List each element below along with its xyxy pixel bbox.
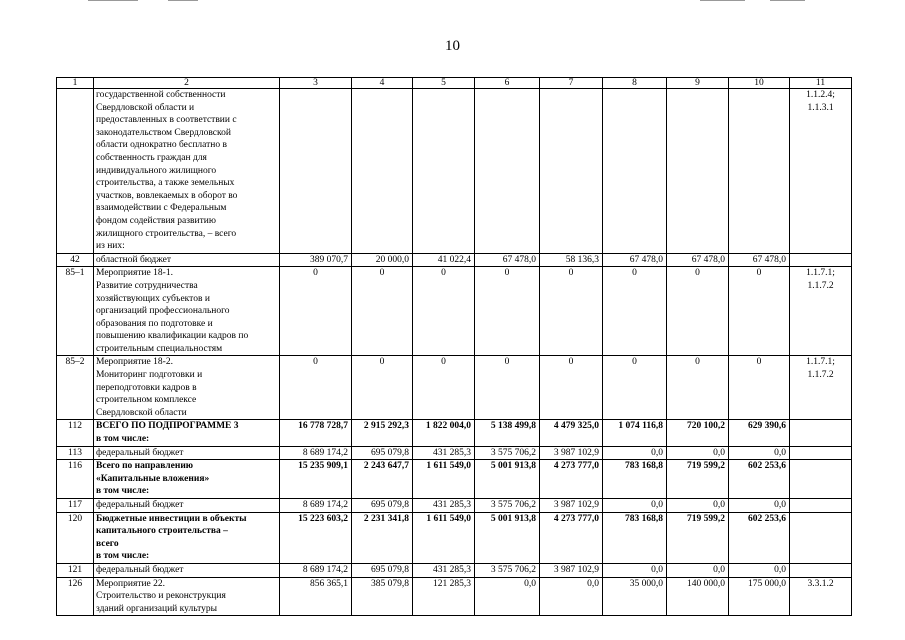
amount-cell: 0,0 bbox=[729, 499, 790, 513]
amount-cell: 8 689 174,2 bbox=[280, 563, 352, 577]
description-line: государственной собственности bbox=[96, 90, 226, 100]
amount-cell: 1 611 549,0 bbox=[413, 512, 475, 563]
target-indicator-line: 1.1.3.1 bbox=[807, 102, 834, 113]
description-line: образования по подготовке и bbox=[96, 318, 213, 329]
target-indicator-cell bbox=[790, 577, 852, 616]
amount-cell: 67 478,0 bbox=[729, 253, 790, 267]
description-line: в том числе: bbox=[96, 551, 150, 562]
column-number-cell: 9 bbox=[667, 78, 729, 89]
column-number-cell: 1 bbox=[57, 78, 94, 89]
amount-cell: 0,0 bbox=[667, 563, 729, 577]
description-cell bbox=[94, 253, 280, 267]
amount-cell: 719 599,2 bbox=[667, 460, 729, 499]
amount-cell: 0,0 bbox=[667, 446, 729, 460]
scan-edge-line bbox=[770, 0, 805, 1]
amount-cell: 35 000,0 bbox=[603, 577, 667, 616]
target-indicator-cell bbox=[790, 356, 852, 420]
row-number-cell: 116 bbox=[57, 460, 94, 499]
amount-cell: 0 bbox=[729, 267, 790, 356]
amount-cell: 67 478,0 bbox=[603, 253, 667, 267]
description-line: участков, вовлекаемых в оборот во bbox=[96, 190, 238, 201]
amount-cell: 41 022,4 bbox=[413, 253, 475, 267]
table-row bbox=[57, 512, 852, 563]
scan-edge-line bbox=[168, 0, 198, 1]
amount-cell: 67 478,0 bbox=[667, 253, 729, 267]
column-number-cell: 7 bbox=[540, 78, 603, 89]
description-line: Строительство и реконструкция bbox=[96, 591, 226, 602]
amount-cell: 695 079,8 bbox=[352, 563, 413, 577]
row-number-cell: 121 bbox=[57, 563, 94, 577]
amount-cell: 121 285,3 bbox=[413, 577, 475, 616]
description-line: Мероприятие 18-1. bbox=[96, 268, 173, 279]
description-line: Развитие сотрудничества bbox=[96, 280, 198, 291]
amount-cell: 58 136,3 bbox=[540, 253, 603, 267]
description-line: взаимодействии с Федеральным bbox=[96, 203, 227, 214]
description-line: областной бюджет bbox=[96, 254, 172, 265]
description-line: области однократно бесплатно в bbox=[96, 140, 227, 151]
description-cell bbox=[94, 499, 280, 513]
amount-cell: 0,0 bbox=[603, 446, 667, 460]
description-line: «Капитальные вложения» bbox=[96, 473, 210, 484]
table-row bbox=[57, 460, 852, 499]
target-indicator-cell bbox=[790, 460, 852, 499]
amount-cell: 5 001 913,8 bbox=[475, 460, 540, 499]
amount-cell: 8 689 174,2 bbox=[280, 499, 352, 513]
amount-cell: 175 000,0 bbox=[729, 577, 790, 616]
table-row bbox=[57, 89, 852, 254]
description-cell bbox=[94, 420, 280, 446]
amount-cell bbox=[603, 89, 667, 254]
target-indicator-cell bbox=[790, 499, 852, 513]
description-line: переподготовки кадров в bbox=[96, 382, 197, 393]
page-number: 10 bbox=[445, 38, 460, 54]
table-body bbox=[57, 78, 852, 616]
amount-cell: 0 bbox=[280, 267, 352, 356]
amount-cell: 0 bbox=[413, 267, 475, 356]
amount-cell: 0,0 bbox=[475, 577, 540, 616]
column-number-cell: 6 bbox=[475, 78, 540, 89]
amount-cell: 719 599,2 bbox=[667, 512, 729, 563]
description-line: законодательством Свердловской bbox=[96, 127, 231, 138]
amount-cell: 16 778 728,7 bbox=[280, 420, 352, 446]
target-indicator-cell bbox=[790, 89, 852, 254]
amount-cell: 2 231 341,8 bbox=[352, 512, 413, 563]
description-cell bbox=[94, 577, 280, 616]
amount-cell: 856 365,1 bbox=[280, 577, 352, 616]
amount-cell: 602 253,6 bbox=[729, 512, 790, 563]
description-line: строительным специальностям bbox=[96, 343, 223, 354]
description-line: организаций профессионального bbox=[96, 306, 230, 317]
amount-cell: 431 285,3 bbox=[413, 563, 475, 577]
row-number-cell: 85–1 bbox=[57, 267, 94, 356]
row-number-cell: 42 bbox=[57, 253, 94, 267]
amount-cell: 15 235 909,1 bbox=[280, 460, 352, 499]
target-indicator-cell bbox=[790, 420, 852, 446]
amount-cell: 3 987 102,9 bbox=[540, 446, 603, 460]
amount-cell: 431 285,3 bbox=[413, 446, 475, 460]
description-line: федеральный бюджет bbox=[96, 500, 184, 510]
description-line: повышению квалификации кадров по bbox=[96, 331, 249, 342]
amount-cell: 3 987 102,9 bbox=[540, 563, 603, 577]
amount-cell: 389 070,7 bbox=[280, 253, 352, 267]
amount-cell: 0,0 bbox=[729, 446, 790, 460]
description-line: Бюджетные инвестиции в объекты bbox=[96, 513, 247, 524]
amount-cell: 2 243 647,7 bbox=[352, 460, 413, 499]
target-indicator-line: 1.1.7.1; bbox=[806, 357, 835, 368]
amount-cell: 4 479 325,0 bbox=[540, 420, 603, 446]
amount-cell: 783 168,8 bbox=[603, 460, 667, 499]
target-indicator-cell bbox=[790, 253, 852, 267]
amount-cell: 1 074 116,8 bbox=[603, 420, 667, 446]
description-line: Свердловской области и bbox=[96, 102, 195, 113]
amount-cell: 0 bbox=[352, 267, 413, 356]
amount-cell: 0,0 bbox=[540, 577, 603, 616]
row-number-cell: 113 bbox=[57, 446, 94, 460]
description-line: ВСЕГО ПО ПОДПРОГРАММЕ 3 bbox=[96, 421, 239, 432]
amount-cell: 1 611 549,0 bbox=[413, 460, 475, 499]
column-number-cell: 10 bbox=[729, 78, 790, 89]
row-number-cell bbox=[57, 89, 94, 254]
description-line: Свердловской области bbox=[96, 407, 187, 418]
description-line: строительства, а также земельных bbox=[96, 178, 235, 189]
amount-cell: 3 987 102,9 bbox=[540, 499, 603, 513]
amount-cell: 0 bbox=[729, 356, 790, 420]
target-indicator-line: 1.1.2.4; bbox=[806, 90, 835, 100]
amount-cell: 0,0 bbox=[603, 563, 667, 577]
description-cell bbox=[94, 460, 280, 499]
amount-cell bbox=[540, 89, 603, 254]
amount-cell: 1 822 004,0 bbox=[413, 420, 475, 446]
description-line: Мониторинг подготовки и bbox=[96, 370, 203, 381]
amount-cell: 783 168,8 bbox=[603, 512, 667, 563]
amount-cell bbox=[475, 89, 540, 254]
amount-cell: 720 100,2 bbox=[667, 420, 729, 446]
description-line: федеральный бюджет bbox=[96, 564, 184, 575]
row-number-cell: 85–2 bbox=[57, 356, 94, 420]
target-indicator-cell bbox=[790, 563, 852, 577]
amount-cell: 3 575 706,2 bbox=[475, 563, 540, 577]
amount-cell: 0 bbox=[603, 356, 667, 420]
amount-cell: 5 138 499,8 bbox=[475, 420, 540, 446]
amount-cell bbox=[413, 89, 475, 254]
amount-cell: 431 285,3 bbox=[413, 499, 475, 513]
table-row bbox=[57, 253, 852, 267]
description-cell bbox=[94, 267, 280, 356]
row-number-cell: 112 bbox=[57, 420, 94, 446]
row-number-cell: 126 bbox=[57, 577, 94, 616]
description-line: Всего по направлению bbox=[96, 461, 194, 472]
target-indicator-line: 1.1.7.2 bbox=[807, 370, 834, 381]
description-line: индивидуального жилищного bbox=[96, 165, 217, 176]
description-line: Мероприятие 22. bbox=[96, 578, 166, 589]
table-row bbox=[57, 577, 852, 616]
amount-cell bbox=[667, 89, 729, 254]
description-line: федеральный бюджет bbox=[96, 447, 184, 458]
target-indicator-cell bbox=[790, 267, 852, 356]
description-line: хозяйствующих субъектов и bbox=[96, 293, 210, 304]
amount-cell: 3 575 706,2 bbox=[475, 446, 540, 460]
amount-cell: 385 079,8 bbox=[352, 577, 413, 616]
description-line: зданий организаций культуры bbox=[96, 603, 218, 614]
amount-cell: 20 000,0 bbox=[352, 253, 413, 267]
table-row bbox=[57, 420, 852, 446]
target-indicator-line: 1.1.7.2 bbox=[807, 280, 834, 291]
target-indicator-cell bbox=[790, 446, 852, 460]
amount-cell: 0 bbox=[667, 356, 729, 420]
description-line: собственность граждан для bbox=[96, 152, 207, 163]
table-row bbox=[57, 446, 852, 460]
target-indicator-line: 1.1.7.1; bbox=[806, 268, 835, 279]
description-line: всего bbox=[96, 538, 119, 549]
amount-cell: 0 bbox=[352, 356, 413, 420]
amount-cell bbox=[729, 89, 790, 254]
amount-cell: 5 001 913,8 bbox=[475, 512, 540, 563]
description-line: Мероприятие 18-2. bbox=[96, 357, 173, 368]
amount-cell: 0,0 bbox=[729, 563, 790, 577]
column-number-row bbox=[57, 78, 852, 89]
description-cell bbox=[94, 563, 280, 577]
amount-cell: 0 bbox=[475, 356, 540, 420]
description-line: фондом содействия развитию bbox=[96, 215, 216, 226]
amount-cell bbox=[280, 89, 352, 254]
amount-cell bbox=[352, 89, 413, 254]
amount-cell: 0 bbox=[603, 267, 667, 356]
amount-cell: 602 253,6 bbox=[729, 460, 790, 499]
amount-cell: 140 000,0 bbox=[667, 577, 729, 616]
amount-cell: 0 bbox=[475, 267, 540, 356]
description-line: строительном комплексе bbox=[96, 395, 197, 406]
table-row bbox=[57, 499, 852, 513]
scan-edge-line bbox=[700, 0, 745, 1]
amount-cell: 2 915 292,3 bbox=[352, 420, 413, 446]
amount-cell: 629 390,6 bbox=[729, 420, 790, 446]
column-number-cell: 3 bbox=[280, 78, 352, 89]
description-line: в том числе: bbox=[96, 434, 150, 445]
table-row bbox=[57, 563, 852, 577]
description-cell bbox=[94, 512, 280, 563]
column-number-cell: 11 bbox=[790, 78, 852, 89]
amount-cell: 67 478,0 bbox=[475, 253, 540, 267]
description-cell bbox=[94, 356, 280, 420]
amount-cell: 0 bbox=[413, 356, 475, 420]
amount-cell: 3 575 706,2 bbox=[475, 499, 540, 513]
scan-edge-line bbox=[88, 0, 138, 1]
amount-cell: 695 079,8 bbox=[352, 446, 413, 460]
description-line: из них: bbox=[96, 241, 125, 252]
description-line: жилищного строительства, – всего bbox=[96, 228, 237, 239]
table-row bbox=[57, 267, 852, 356]
amount-cell: 0 bbox=[667, 267, 729, 356]
amount-cell: 4 273 777,0 bbox=[540, 512, 603, 563]
row-number-cell: 120 bbox=[57, 512, 94, 563]
column-number-cell: 4 bbox=[352, 78, 413, 89]
amount-cell: 0 bbox=[540, 267, 603, 356]
description-line: в том числе: bbox=[96, 486, 150, 497]
description-line: предоставленных в соответствии с bbox=[96, 115, 237, 126]
amount-cell: 0 bbox=[280, 356, 352, 420]
amount-cell: 15 223 603,2 bbox=[280, 512, 352, 563]
description-line: капитального строительства – bbox=[96, 526, 228, 537]
column-number-cell: 2 bbox=[94, 78, 280, 89]
amount-cell: 0,0 bbox=[603, 499, 667, 513]
target-indicator-cell bbox=[790, 512, 852, 563]
target-indicator-line: 3.3.1.2 bbox=[807, 578, 834, 589]
row-number-cell: 117 bbox=[57, 499, 94, 513]
amount-cell: 695 079,8 bbox=[352, 499, 413, 513]
budget-table bbox=[56, 77, 852, 616]
amount-cell: 4 273 777,0 bbox=[540, 460, 603, 499]
description-cell bbox=[94, 446, 280, 460]
amount-cell: 8 689 174,2 bbox=[280, 446, 352, 460]
column-number-cell: 8 bbox=[603, 78, 667, 89]
amount-cell: 0,0 bbox=[667, 499, 729, 513]
amount-cell: 0 bbox=[540, 356, 603, 420]
description-cell bbox=[94, 89, 280, 254]
table-row bbox=[57, 356, 852, 420]
column-number-cell: 5 bbox=[413, 78, 475, 89]
